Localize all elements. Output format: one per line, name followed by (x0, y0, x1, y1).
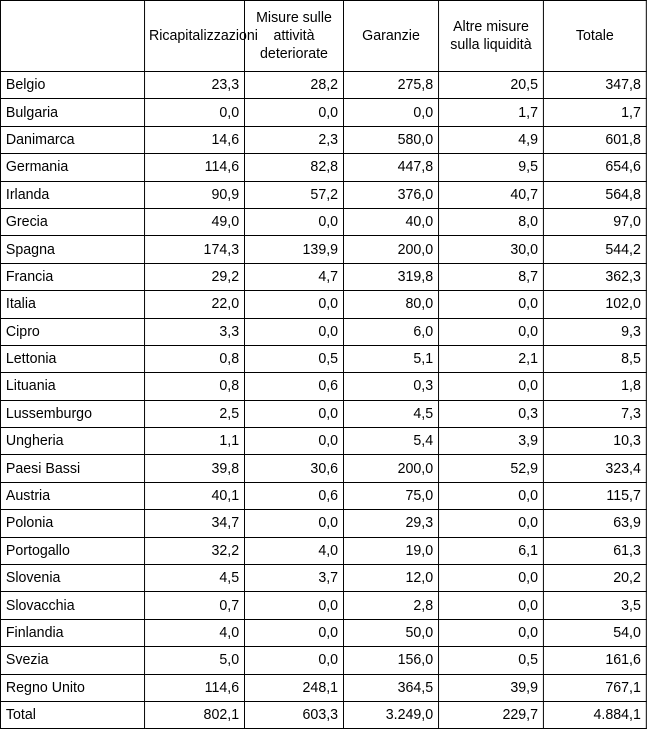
table-row (0, 373, 646, 400)
cell-total: 1,8 (543, 373, 646, 400)
cell-liquidity: 0,0 (439, 565, 544, 592)
cell-guarantees: 0,0 (343, 99, 438, 126)
cell-guarantees: 275,8 (343, 72, 438, 99)
cell-recapitalizations: 0,7 (145, 592, 245, 619)
cell-impaired-assets: 0,0 (245, 99, 344, 126)
cell-impaired-assets: 57,2 (245, 181, 344, 208)
cell-total: 61,3 (543, 537, 646, 564)
cell-recapitalizations: 32,2 (145, 537, 245, 564)
cell-country: Lettonia (0, 345, 144, 372)
cell-liquidity: 229,7 (439, 701, 544, 728)
cell-total: 544,2 (543, 236, 646, 263)
cell-recapitalizations: 2,5 (145, 400, 245, 427)
table-row (0, 400, 646, 427)
cell-impaired-assets: 0,0 (245, 208, 344, 235)
table-row (0, 482, 646, 509)
cell-total: 767,1 (543, 674, 646, 701)
cell-guarantees: 19,0 (343, 537, 438, 564)
table-row (0, 345, 646, 372)
cell-impaired-assets: 0,0 (245, 428, 344, 455)
cell-country: Paesi Bassi (0, 455, 144, 482)
cell-impaired-assets: 0,6 (245, 373, 344, 400)
cell-impaired-assets: 139,9 (245, 236, 344, 263)
cell-impaired-assets: 30,6 (245, 455, 344, 482)
cell-total: 102,0 (543, 291, 646, 318)
cell-country: Spagna (0, 236, 144, 263)
cell-country: Francia (0, 263, 144, 290)
cell-liquidity: 0,0 (439, 373, 544, 400)
cell-country: Slovacchia (0, 592, 144, 619)
cell-impaired-assets: 603,3 (245, 701, 344, 728)
cell-impaired-assets: 82,8 (245, 154, 344, 181)
cell-recapitalizations: 114,6 (145, 674, 245, 701)
cell-recapitalizations: 90,9 (145, 181, 245, 208)
cell-impaired-assets: 0,0 (245, 291, 344, 318)
table-row (0, 99, 646, 126)
cell-guarantees: 200,0 (343, 236, 438, 263)
cell-liquidity: 4,9 (439, 126, 544, 153)
cell-guarantees: 447,8 (343, 154, 438, 181)
cell-recapitalizations: 29,2 (145, 263, 245, 290)
cell-liquidity: 40,7 (439, 181, 544, 208)
cell-country: Austria (0, 482, 144, 509)
cell-country: Grecia (0, 208, 144, 235)
cell-recapitalizations: 174,3 (145, 236, 245, 263)
cell-total: 63,9 (543, 510, 646, 537)
cell-impaired-assets: 0,0 (245, 510, 344, 537)
cell-liquidity: 20,5 (439, 72, 544, 99)
table-row (0, 126, 646, 153)
cell-liquidity: 39,9 (439, 674, 544, 701)
cell-impaired-assets: 2,3 (245, 126, 344, 153)
cell-guarantees: 29,3 (343, 510, 438, 537)
cell-total: 10,3 (543, 428, 646, 455)
cell-liquidity: 30,0 (439, 236, 544, 263)
cell-recapitalizations: 23,3 (145, 72, 245, 99)
cell-recapitalizations: 0,8 (145, 373, 245, 400)
cell-guarantees: 75,0 (343, 482, 438, 509)
header-total: Totale (543, 1, 646, 72)
table-row (0, 647, 646, 674)
cell-country: Germania (0, 154, 144, 181)
cell-country: Lituania (0, 373, 144, 400)
cell-country: Svezia (0, 647, 144, 674)
cell-total: 161,6 (543, 647, 646, 674)
cell-total: 362,3 (543, 263, 646, 290)
cell-recapitalizations: 4,0 (145, 619, 245, 646)
cell-total: 601,8 (543, 126, 646, 153)
cell-liquidity: 0,0 (439, 482, 544, 509)
cell-total: 7,3 (543, 400, 646, 427)
table-row (0, 208, 646, 235)
cell-guarantees: 3.249,0 (343, 701, 438, 728)
cell-recapitalizations: 1,1 (145, 428, 245, 455)
cell-recapitalizations: 22,0 (145, 291, 245, 318)
cell-guarantees: 200,0 (343, 455, 438, 482)
cell-impaired-assets: 4,0 (245, 537, 344, 564)
cell-recapitalizations: 802,1 (145, 701, 245, 728)
table-row (0, 592, 646, 619)
total-row (0, 701, 646, 728)
cell-country: Slovenia (0, 565, 144, 592)
cell-country: Lussemburgo (0, 400, 144, 427)
cell-liquidity: 9,5 (439, 154, 544, 181)
cell-guarantees: 580,0 (343, 126, 438, 153)
table-row (0, 674, 646, 701)
cell-impaired-assets: 0,0 (245, 619, 344, 646)
cell-total: 20,2 (543, 565, 646, 592)
cell-guarantees: 80,0 (343, 291, 438, 318)
cell-country: Total (0, 701, 144, 728)
cell-liquidity: 0,0 (439, 619, 544, 646)
cell-impaired-assets: 4,7 (245, 263, 344, 290)
cell-guarantees: 5,1 (343, 345, 438, 372)
cell-guarantees: 0,3 (343, 373, 438, 400)
cell-total: 654,6 (543, 154, 646, 181)
cell-country: Portogallo (0, 537, 144, 564)
header-country (0, 1, 144, 72)
cell-liquidity: 0,0 (439, 291, 544, 318)
header-row (0, 1, 646, 72)
cell-liquidity: 0,0 (439, 592, 544, 619)
cell-country: Belgio (0, 72, 144, 99)
cell-country: Finlandia (0, 619, 144, 646)
cell-total: 97,0 (543, 208, 646, 235)
cell-guarantees: 364,5 (343, 674, 438, 701)
cell-recapitalizations: 0,8 (145, 345, 245, 372)
cell-recapitalizations: 5,0 (145, 647, 245, 674)
cell-liquidity: 3,9 (439, 428, 544, 455)
cell-liquidity: 2,1 (439, 345, 544, 372)
cell-country: Cipro (0, 318, 144, 345)
table-body (0, 72, 646, 729)
cell-country: Italia (0, 291, 144, 318)
cell-impaired-assets: 0,6 (245, 482, 344, 509)
cell-recapitalizations: 14,6 (145, 126, 245, 153)
cell-guarantees: 376,0 (343, 181, 438, 208)
header-guarantees: Garanzie (343, 1, 438, 72)
cell-impaired-assets: 0,0 (245, 592, 344, 619)
cell-recapitalizations: 40,1 (145, 482, 245, 509)
cell-total: 54,0 (543, 619, 646, 646)
cell-guarantees: 50,0 (343, 619, 438, 646)
cell-guarantees: 5,4 (343, 428, 438, 455)
cell-recapitalizations: 34,7 (145, 510, 245, 537)
cell-country: Regno Unito (0, 674, 144, 701)
cell-total: 9,3 (543, 318, 646, 345)
cell-country: Irlanda (0, 181, 144, 208)
header-recapitalizations: Ricapitalizzazioni (145, 1, 245, 72)
cell-country: Danimarca (0, 126, 144, 153)
cell-impaired-assets: 0,0 (245, 647, 344, 674)
cell-total: 323,4 (543, 455, 646, 482)
cell-total: 4.884,1 (543, 701, 646, 728)
cell-recapitalizations: 0,0 (145, 99, 245, 126)
cell-guarantees: 319,8 (343, 263, 438, 290)
header-liquidity: Altre misure sulla liquidità (439, 1, 544, 72)
cell-liquidity: 8,7 (439, 263, 544, 290)
table-row (0, 291, 646, 318)
cell-guarantees: 4,5 (343, 400, 438, 427)
table-row (0, 510, 646, 537)
cell-liquidity: 0,5 (439, 647, 544, 674)
header-impaired-assets: Misure sulle attività deteriorate (245, 1, 344, 72)
cell-impaired-assets: 0,0 (245, 400, 344, 427)
cell-liquidity: 0,0 (439, 318, 544, 345)
table-row (0, 263, 646, 290)
cell-liquidity: 0,3 (439, 400, 544, 427)
cell-total: 1,7 (543, 99, 646, 126)
cell-liquidity: 0,0 (439, 510, 544, 537)
cell-liquidity: 6,1 (439, 537, 544, 564)
cell-recapitalizations: 3,3 (145, 318, 245, 345)
table-row (0, 318, 646, 345)
cell-recapitalizations: 49,0 (145, 208, 245, 235)
cell-guarantees: 156,0 (343, 647, 438, 674)
cell-liquidity: 8,0 (439, 208, 544, 235)
cell-total: 564,8 (543, 181, 646, 208)
cell-total: 8,5 (543, 345, 646, 372)
table-row (0, 154, 646, 181)
cell-total: 115,7 (543, 482, 646, 509)
cell-impaired-assets: 3,7 (245, 565, 344, 592)
cell-total: 3,5 (543, 592, 646, 619)
table-row (0, 181, 646, 208)
cell-recapitalizations: 114,6 (145, 154, 245, 181)
cell-impaired-assets: 248,1 (245, 674, 344, 701)
cell-guarantees: 6,0 (343, 318, 438, 345)
cell-recapitalizations: 39,8 (145, 455, 245, 482)
table-row (0, 537, 646, 564)
cell-country: Ungheria (0, 428, 144, 455)
cell-guarantees: 40,0 (343, 208, 438, 235)
table-row (0, 619, 646, 646)
table-row (0, 455, 646, 482)
cell-impaired-assets: 0,0 (245, 318, 344, 345)
cell-country: Polonia (0, 510, 144, 537)
cell-recapitalizations: 4,5 (145, 565, 245, 592)
table-row (0, 428, 646, 455)
table-row (0, 565, 646, 592)
table-row (0, 72, 646, 99)
cell-country: Bulgaria (0, 99, 144, 126)
cell-impaired-assets: 28,2 (245, 72, 344, 99)
table-row (0, 236, 646, 263)
cell-total: 347,8 (543, 72, 646, 99)
cell-liquidity: 52,9 (439, 455, 544, 482)
cell-guarantees: 12,0 (343, 565, 438, 592)
cell-liquidity: 1,7 (439, 99, 544, 126)
cell-impaired-assets: 0,5 (245, 345, 344, 372)
cell-guarantees: 2,8 (343, 592, 438, 619)
